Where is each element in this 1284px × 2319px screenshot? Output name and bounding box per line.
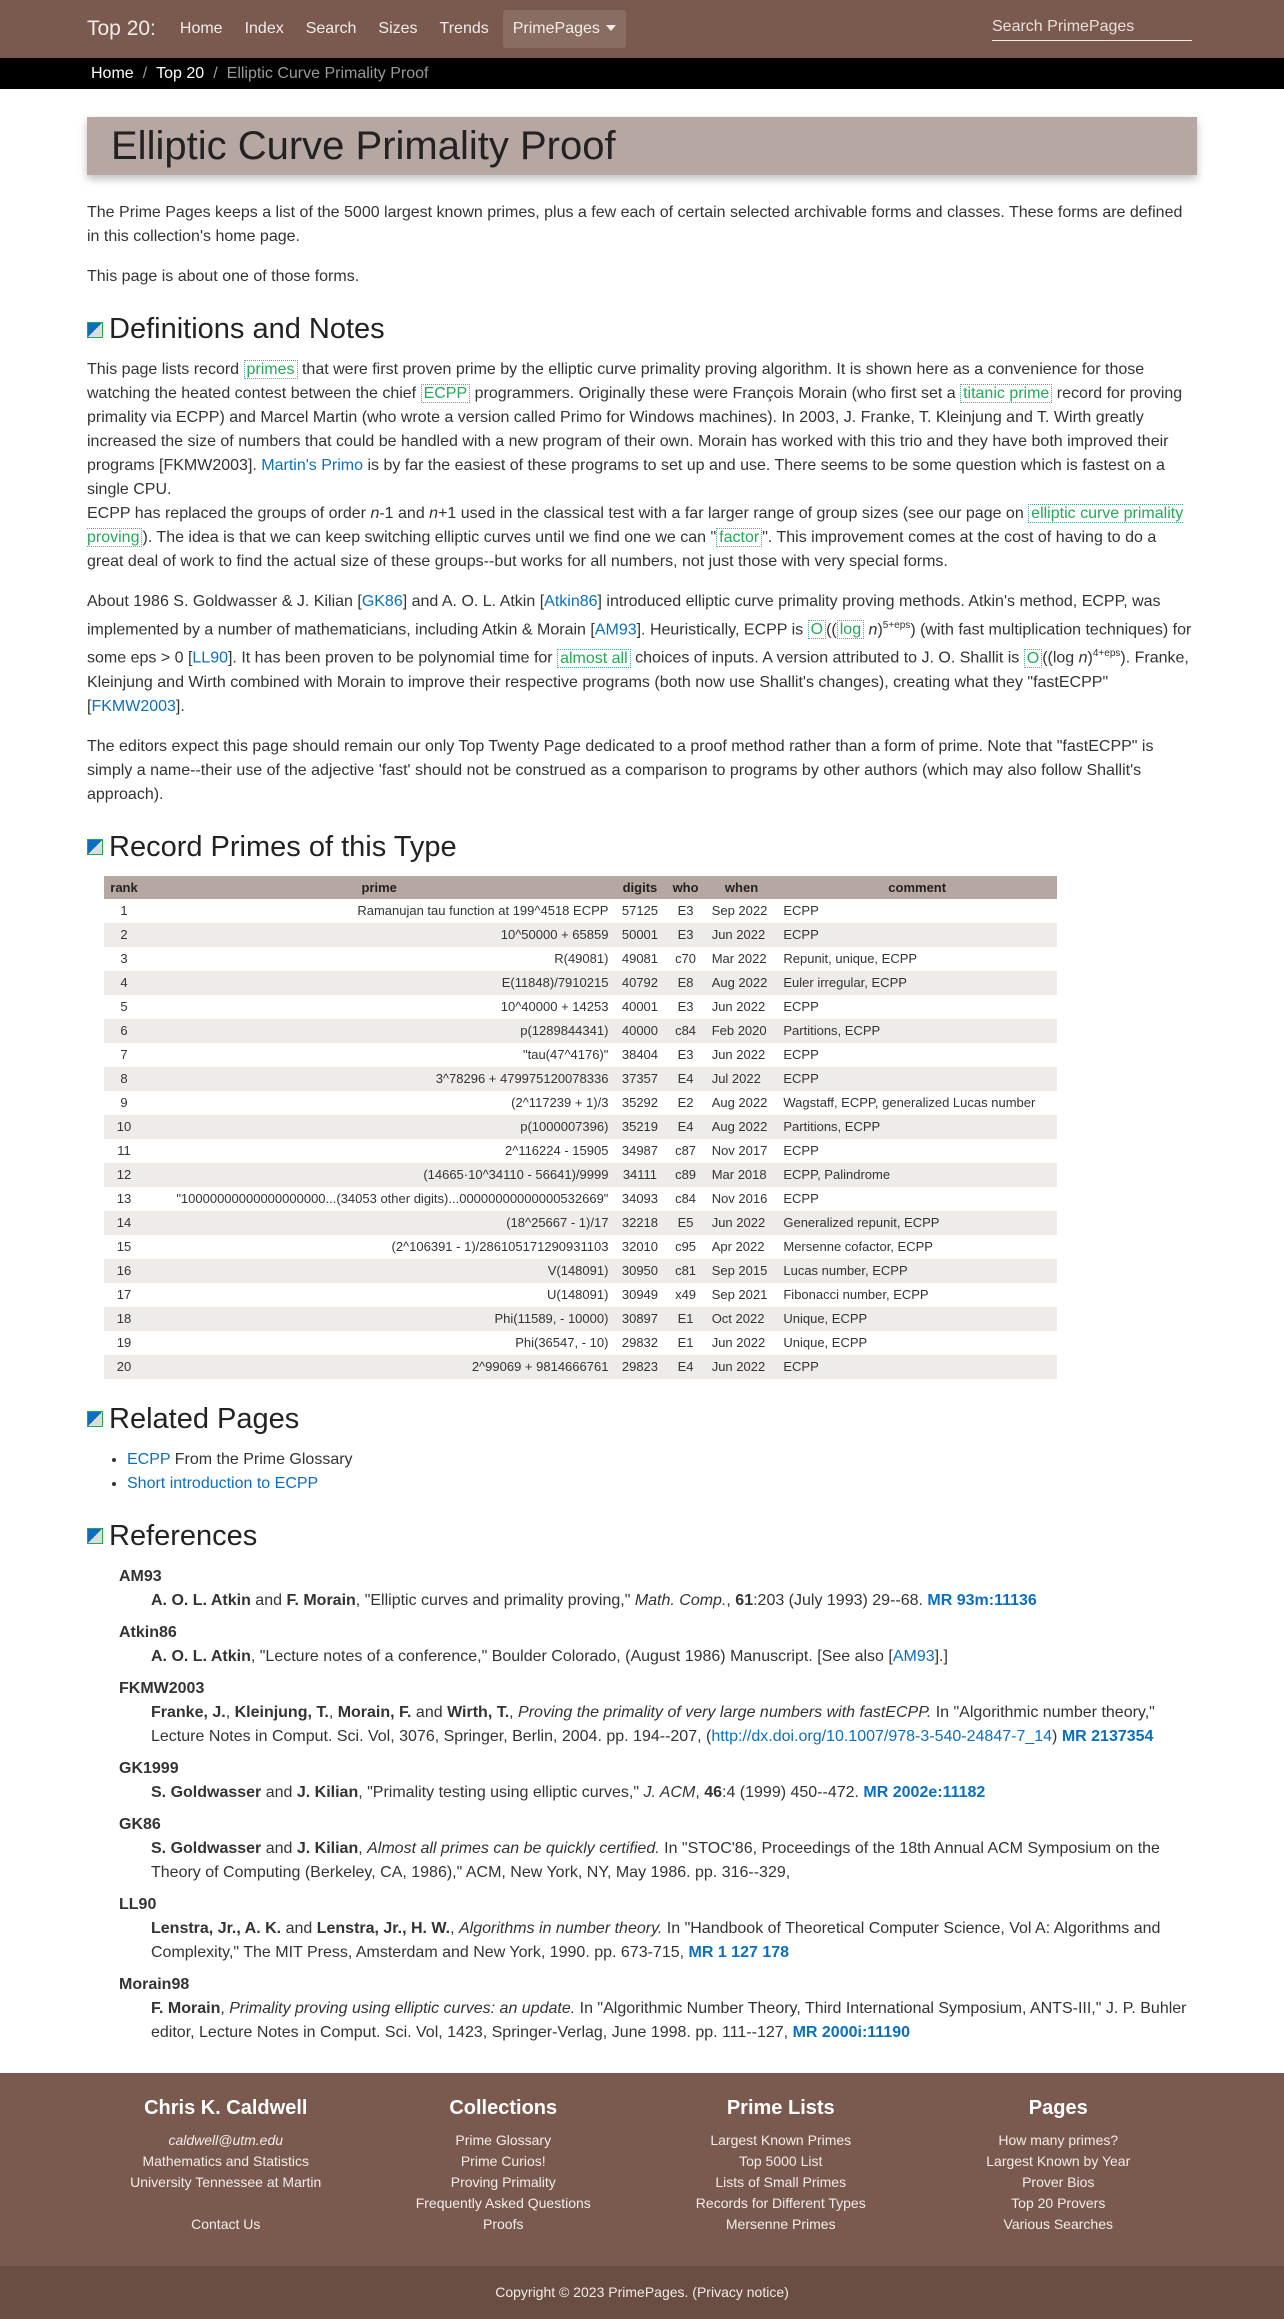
cell-rank: 2 [104, 923, 144, 947]
cell-comment: ECPP, Palindrome [777, 1163, 1057, 1187]
cell-rank: 5 [104, 995, 144, 1019]
cell-prime: Phi(11589, - 10000) [144, 1307, 614, 1331]
table-row [104, 947, 1057, 971]
cell-digits: 40001 [614, 995, 665, 1019]
ref-link[interactable]: FKMW2003 [91, 697, 176, 715]
col-header: digits [614, 876, 665, 899]
footer-link[interactable]: Prime Glossary [455, 2131, 552, 2148]
dropdown-label: PrimePages [512, 20, 600, 37]
ref-link[interactable]: AM93 [594, 621, 637, 639]
ref-key: GK1999 [119, 1759, 179, 1777]
cell-rank: 13 [104, 1187, 144, 1211]
cell-who: E4 [665, 1355, 705, 1379]
nav-sizes[interactable]: Sizes [378, 20, 418, 37]
footer-link[interactable]: Proving Primality [450, 2173, 556, 2190]
cell-rank: 3 [104, 947, 144, 971]
ref-link[interactable]: GK86 [361, 593, 403, 610]
col-header: when [706, 876, 778, 899]
related-list [87, 1448, 1197, 1496]
ref-link[interactable]: AM93 [892, 1647, 935, 1665]
ref-key: Atkin86 [119, 1623, 177, 1641]
page-title-box [87, 117, 1197, 175]
cell-when: Mar 2022 [706, 947, 778, 971]
cell-when: Oct 2022 [706, 1307, 778, 1331]
back-to-top-icon[interactable] [87, 839, 103, 855]
cell-who: E3 [665, 899, 705, 923]
cell-when: Nov 2016 [706, 1187, 778, 1211]
footer-link[interactable]: Top 20 Provers [1011, 2194, 1106, 2211]
cell-digits: 50001 [614, 923, 665, 947]
cell-prime: (14665·10^34110 - 56641)/9999 [144, 1163, 614, 1187]
cell-who: c84 [665, 1187, 705, 1211]
cell-comment: ECPP [777, 1043, 1057, 1067]
breadcrumb-separator: / [142, 64, 148, 82]
main-content [0, 117, 1284, 2045]
cell-digits: 35219 [614, 1115, 665, 1139]
cell-rank: 6 [104, 1019, 144, 1043]
cell-who: E2 [665, 1091, 705, 1115]
footer-link[interactable]: Various Searches [1003, 2215, 1113, 2232]
table-row [104, 1211, 1057, 1235]
footer-heading: Collections [449, 2096, 558, 2119]
section-related [87, 1403, 1197, 1436]
cell-who: c87 [665, 1139, 705, 1163]
table-row [104, 1307, 1057, 1331]
cell-rank: 18 [104, 1307, 144, 1331]
table-row [104, 1091, 1057, 1115]
cell-digits: 29832 [614, 1331, 665, 1355]
back-to-top-icon[interactable] [87, 322, 103, 338]
col-header: comment [777, 876, 1057, 899]
cell-prime: Phi(36547, - 10) [144, 1331, 614, 1355]
cell-comment: Partitions, ECPP [777, 1115, 1057, 1139]
table-row [104, 1259, 1057, 1283]
table-row [104, 1355, 1057, 1379]
cell-rank: 16 [104, 1259, 144, 1283]
ref-body: S. Goldwasser and J. Kilian, "Primality testing using elliptic curves," J. ACM, 46:4 (1999) 450--472. MR 2002e:11182 [151, 1783, 986, 1801]
cell-comment: ECPP [777, 995, 1057, 1019]
table-row [104, 971, 1057, 995]
definitions-paragraph-4: The editors expect this page should remain our only Top Twenty Page dedicated to a proof method rather than a form of prime. Note that "fastECPP" is simply a name--their use of the adjective 'fast' should not be construed as a comparison to programs by other authors (which may also follow Shallit's approach). [87, 737, 1154, 803]
cell-rank: 7 [104, 1043, 144, 1067]
cell-when: Sep 2021 [706, 1283, 778, 1307]
table-row [104, 1115, 1057, 1139]
cell-comment: ECPP [777, 923, 1057, 947]
references-list [87, 1565, 1197, 2045]
cell-prime: (18^25667 - 1)/17 [144, 1211, 614, 1235]
cell-who: E5 [665, 1211, 705, 1235]
cell-rank: 14 [104, 1211, 144, 1235]
page-title: Elliptic Curve Primality Proof [111, 123, 616, 168]
cell-who: E3 [665, 1043, 705, 1067]
ref-key: Morain98 [119, 1975, 190, 1993]
cell-digits: 34093 [614, 1187, 665, 1211]
cell-prime: "10000000000000000000...(34053 other digits)...00000000000000532669" [144, 1187, 614, 1211]
table-row [104, 1283, 1057, 1307]
table-header-row [104, 876, 1057, 899]
cell-when: Jun 2022 [706, 1331, 778, 1355]
definitions-paragraph-1: This page lists record primes that were first proven prime by the elliptic curve primality proving algorithm. It is shown here as a convenience for those watching the heated contest between the chief ECPP programmers. Originally these were François Morain (who first set a titanic prime record for proving primality via ECPP) and Marcel Martin (who wrote a version called Primo for Windows machines). In 2003, J. Franke, T. Kleinjung and T. Wirth greatly increased the size of numbers that could be handled with a new program of their own. Morain has worked with this trio and they have both improved their programs [FKMW2003]. Martin's Primo is by far the easiest of these programs to set up and use. There seems to be some question which is fastest on a single CPU. [87, 361, 1183, 498]
mr-link[interactable]: MR 1 127 178 [688, 1943, 790, 1961]
cell-when: Apr 2022 [706, 1235, 778, 1259]
glossary-link[interactable]: O [808, 620, 826, 639]
cell-comment: Partitions, ECPP [777, 1019, 1057, 1043]
footer-heading: Prime Lists [726, 2096, 835, 2119]
cell-prime: R(49081) [144, 947, 614, 971]
nav-home[interactable]: Home [179, 20, 223, 37]
cell-comment: ECPP [777, 899, 1057, 923]
cell-rank: 1 [104, 899, 144, 923]
cell-prime: U(148091) [144, 1283, 614, 1307]
table-row [104, 1139, 1057, 1163]
glossary-link[interactable]: elliptic curve primality proving [87, 505, 1184, 546]
cell-who: E4 [665, 1067, 705, 1091]
cell-when: Feb 2020 [706, 1019, 778, 1043]
breadcrumb-separator: / [213, 64, 218, 82]
table-row [104, 1019, 1057, 1043]
footer-col-primelists [642, 2097, 920, 2235]
col-header: rank [104, 876, 144, 899]
martins-primo-link[interactable]: Martin's Primo [261, 457, 364, 474]
cell-comment: Mersenne cofactor, ECPP [777, 1235, 1057, 1259]
section-records [87, 831, 1197, 864]
cell-rank: 11 [104, 1139, 144, 1163]
footer-link[interactable]: Top 5000 List [739, 2152, 823, 2169]
footer-link[interactable]: Prime Curios! [460, 2152, 546, 2169]
cell-rank: 8 [104, 1067, 144, 1091]
ref-body: F. Morain, Primality proving using elliptic curves: an update. In "Algorithmic Number Theory, Third International Symposium, ANTS-III," J. P. Buhler editor, Lecture Notes in Comput. Sci. Vol, 1423, Springer-Verlag, June 1998. pp. 111--127, MR 2000i:11190 [151, 1999, 1187, 2041]
cell-prime: (2^106391 - 1)/286105171290931103 [144, 1235, 614, 1259]
section-title: Definitions and Notes [109, 313, 385, 345]
ref-body: A. O. L. Atkin, "Lecture notes of a conference," Boulder Colorado, (August 1986) Manuscript. [See also [AM93].] [151, 1647, 948, 1665]
glossary-link[interactable]: log [837, 620, 864, 639]
cell-when: Mar 2018 [706, 1163, 778, 1187]
cell-who: x49 [665, 1283, 705, 1307]
cell-prime: 2^116224 - 15905 [144, 1139, 614, 1163]
cell-who: E8 [665, 971, 705, 995]
cell-when: Jun 2022 [706, 923, 778, 947]
cell-comment: ECPP [777, 1355, 1057, 1379]
ref-key: LL90 [119, 1895, 157, 1913]
mr-link[interactable]: MR 2000i:11190 [792, 2023, 910, 2041]
cell-comment: Euler irregular, ECPP [777, 971, 1057, 995]
cell-when: Jun 2022 [706, 1211, 778, 1235]
cell-who: E1 [665, 1331, 705, 1355]
cell-rank: 17 [104, 1283, 144, 1307]
cell-prime: 2^99069 + 9814666761 [144, 1355, 614, 1379]
cell-who: E4 [665, 1115, 705, 1139]
cell-when: Jun 2022 [706, 1355, 778, 1379]
cell-who: c89 [665, 1163, 705, 1187]
cell-digits: 30897 [614, 1307, 665, 1331]
table-row [104, 1043, 1057, 1067]
doi-link[interactable]: http://dx.doi.org/10.1007/978-3-540-24847-7_14 [711, 1727, 1053, 1745]
cell-prime: "tau(47^4176)" [144, 1043, 614, 1067]
cell-rank: 4 [104, 971, 144, 995]
nav-links [180, 10, 648, 48]
cell-when: Aug 2022 [706, 1115, 778, 1139]
cell-digits: 29823 [614, 1355, 665, 1379]
related-text: From the Prime Glossary [170, 1450, 353, 1468]
section-references [87, 1520, 1197, 1553]
cell-when: Sep 2022 [706, 899, 778, 923]
ref-link[interactable]: Atkin86 [544, 593, 598, 610]
ref-key: AM93 [119, 1567, 162, 1585]
footer-link[interactable]: How many primes? [998, 2131, 1119, 2148]
footer-item: University Tennessee at Martin [130, 2173, 322, 2190]
list-item [127, 1472, 1197, 1496]
cell-digits: 32010 [614, 1235, 665, 1259]
col-header: prime [144, 876, 614, 899]
cell-who: c70 [665, 947, 705, 971]
brand[interactable]: Top 20: [87, 17, 156, 40]
glossary-link[interactable]: factor [716, 528, 762, 547]
section-title: References [109, 1519, 258, 1552]
footer-link[interactable]: Mersenne Primes [725, 2215, 836, 2232]
mr-link[interactable]: MR 2002e:11182 [863, 1783, 986, 1801]
cell-prime: 10^40000 + 14253 [144, 995, 614, 1019]
cell-when: Jul 2022 [706, 1067, 778, 1091]
cell-prime: Ramanujan tau function at 199^4518 ECPP [144, 899, 614, 923]
ref-body: Lenstra, Jr., A. K. and Lenstra, Jr., H. W., Algorithms in number theory. In "Handbook of Theoretical Computer Science, Vol A: Algorithms and Complexity," The MIT Press, Amsterdam and New York, 1990. pp. 673-715, MR 1 127 178 [151, 1919, 1161, 1961]
footer-heading: Pages [1028, 2096, 1088, 2119]
footer-col-collections [365, 2097, 643, 2235]
cell-who: c81 [665, 1259, 705, 1283]
cell-comment: Wagstaff, ECPP, generalized Lucas number [777, 1091, 1057, 1115]
footer-link[interactable]: Lists of Small Primes [715, 2173, 847, 2190]
footer-item: Mathematics and Statistics [142, 2152, 309, 2169]
search-input[interactable] [992, 14, 1192, 41]
footer-link[interactable]: Records for Different Types [695, 2194, 866, 2211]
cell-digits: 40792 [614, 971, 665, 995]
cell-comment: ECPP [777, 1187, 1057, 1211]
mr-link[interactable]: MR 93m:11136 [927, 1591, 1037, 1609]
cell-digits: 32218 [614, 1211, 665, 1235]
cell-when: Jun 2022 [706, 995, 778, 1019]
footer-link[interactable]: Prover Bios [1022, 2173, 1095, 2190]
cell-rank: 9 [104, 1091, 144, 1115]
footer-link[interactable]: Frequently Asked Questions [415, 2194, 591, 2211]
records-table [104, 876, 1057, 1379]
table-row [104, 923, 1057, 947]
ref-body: S. Goldwasser and J. Kilian, Almost all primes can be quickly certified. In "STOC'86, Proceedings of the 18th Annual ACM Symposium on the Theory of Computing (Berkeley, CA, 1986)," ACM, New York, NY, May 1986. pp. 316--329, [151, 1839, 1160, 1881]
related-link-intro[interactable]: Short introduction to ECPP [127, 1474, 319, 1492]
footer-link[interactable]: Proofs [483, 2215, 524, 2232]
cell-prime: 10^50000 + 65859 [144, 923, 614, 947]
definitions-paragraph-3: About 1986 S. Goldwasser & J. Kilian [GK86] and A. O. L. Atkin [Atkin86] introduced elliptic curve primality proving methods. Atkin's method, ECPP, was implemented by a number of mathematicians, including Atkin & Morain [AM93]. Heuristically, ECPP is O (( log n)$^{5+eps}$) (with fast multiplication techniques) for some eps > 0 [LL90]. It has been proven to be polynomial time for almost all choices of inputs. A version attributed to J. O. Shallit is O ((log n)$^{4+eps}$). Franke, Kleinjung and Wirth combined with Morain to improve their respective programs (both now use Shallit's changes), creating what they "fastECPP" [FKMW2003]. [87, 593, 1192, 715]
footer-contact-link[interactable]: Contact Us [191, 2215, 261, 2232]
breadcrumb-current: Elliptic Curve Primality Proof [226, 64, 429, 82]
col-header: who [665, 876, 705, 899]
ref-body: A. O. L. Atkin and F. Morain, "Elliptic curves and primality proving," Math. Comp., 61:203 (July 1993) 29--68. MR 93m:11136 [151, 1591, 1037, 1609]
cell-when: Jun 2022 [706, 1043, 778, 1067]
cell-digits: 57125 [614, 899, 665, 923]
table-row [104, 995, 1057, 1019]
breadcrumb-top20[interactable]: Top 20 [156, 64, 205, 82]
breadcrumb [0, 58, 1284, 89]
footer-columns [0, 2073, 1284, 2235]
copyright-bar [0, 2266, 1284, 2319]
cell-digits: 35292 [614, 1091, 665, 1115]
cell-rank: 20 [104, 1355, 144, 1379]
navbar [0, 0, 1284, 58]
section-title: Related Pages [109, 1402, 300, 1435]
cell-comment: Repunit, unique, ECPP [777, 947, 1057, 971]
cell-rank: 15 [104, 1235, 144, 1259]
ref-body: Franke, J., Kleinjung, T., Morain, F. and Wirth, T., Proving the primality of very large numbers with fastECPP. In "Algorithmic number theory," Lecture Notes in Comput. Sci. Vol, 3076, Springer, Berlin, 2004. pp. 194--207, (http://dx.doi.org/10.1007/978-3-540-24847-7_14) MR 2137354 [151, 1703, 1155, 1745]
cell-digits: 30949 [614, 1283, 665, 1307]
cell-comment: Lucas number, ECPP [777, 1259, 1057, 1283]
back-to-top-icon[interactable] [87, 1528, 103, 1544]
list-item [127, 1448, 1197, 1472]
cell-when: Sep 2015 [706, 1259, 778, 1283]
nav-index[interactable]: Index [244, 20, 284, 37]
table-row [104, 1235, 1057, 1259]
table-row [104, 1067, 1057, 1091]
copyright-text: Copyright © 2023 PrimePages. (Privacy notice) [495, 2284, 789, 2301]
cell-digits: 34111 [614, 1163, 665, 1187]
glossary-link[interactable]: ECPP [421, 384, 471, 403]
definitions-paragraph-2: ECPP has replaced the groups of order n-1 and n+1 used in the classical test with a far larger range of group sizes (see our page on elliptic curve primality proving ). The idea is that we can keep switching elliptic curves until we find one we can " factor ". This improvement comes at the cost of having to do a great deal of work to find the actual size of these groups--but works for all numbers, not just those with very special forms. [87, 505, 1184, 570]
cell-comment: Unique, ECPP [777, 1307, 1057, 1331]
footer-col-pages [920, 2097, 1198, 2235]
footer-email[interactable]: caldwell@utm.edu [168, 2131, 284, 2148]
cell-digits: 37357 [614, 1067, 665, 1091]
cell-who: E3 [665, 995, 705, 1019]
cell-comment: Fibonacci number, ECPP [777, 1283, 1057, 1307]
cell-digits: 38404 [614, 1043, 665, 1067]
cell-rank: 10 [104, 1115, 144, 1139]
cell-prime: 3^78296 + 479975120078336 [144, 1067, 614, 1091]
cell-digits: 30950 [614, 1259, 665, 1283]
cell-digits: 34987 [614, 1139, 665, 1163]
breadcrumb-home[interactable]: Home [91, 64, 134, 82]
cell-rank: 12 [104, 1163, 144, 1187]
cell-prime: E(11848)/7910215 [144, 971, 614, 995]
related-link-ecpp[interactable]: ECPP [127, 1450, 171, 1468]
cell-when: Aug 2022 [706, 1091, 778, 1115]
cell-digits: 40000 [614, 1019, 665, 1043]
cell-comment: ECPP [777, 1067, 1057, 1091]
cell-rank: 19 [104, 1331, 144, 1355]
cell-who: c84 [665, 1019, 705, 1043]
glossary-link[interactable]: almost all [557, 649, 631, 668]
nav-trends[interactable]: Trends [439, 20, 489, 37]
table-row [104, 1187, 1057, 1211]
cell-who: E3 [665, 923, 705, 947]
cell-who: E1 [665, 1307, 705, 1331]
cell-prime: (2^117239 + 1)/3 [144, 1091, 614, 1115]
section-title: Record Primes of this Type [109, 830, 457, 863]
glossary-link[interactable]: titanic prime [960, 384, 1052, 403]
glossary-link[interactable]: O [1024, 649, 1042, 668]
table-row [104, 1331, 1057, 1355]
cell-digits: 49081 [614, 947, 665, 971]
mr-link[interactable]: MR 2137354 [1061, 1727, 1154, 1745]
ref-key: GK86 [119, 1815, 161, 1833]
nav-search[interactable]: Search [305, 20, 357, 37]
cell-who: c95 [665, 1235, 705, 1259]
footer-link[interactable]: Largest Known by Year [986, 2152, 1131, 2169]
primepages-dropdown[interactable] [503, 10, 626, 48]
cell-prime: V(148091) [144, 1259, 614, 1283]
footer-link[interactable]: Largest Known Primes [710, 2131, 852, 2148]
glossary-link[interactable]: primes [244, 360, 298, 379]
cell-prime: p(1289844341) [144, 1019, 614, 1043]
footer-spacer [87, 2193, 365, 2214]
table-row [104, 899, 1057, 923]
cell-comment: ECPP [777, 1139, 1057, 1163]
intro-paragraph-2: This page is about one of those forms. [87, 268, 360, 285]
ref-key: FKMW2003 [119, 1679, 205, 1697]
caret-down-icon [606, 25, 616, 31]
footer-col-author [87, 2097, 365, 2235]
footer-heading: Chris K. Caldwell [144, 2096, 308, 2119]
intro-paragraph: The Prime Pages keeps a list of the 5000 largest known primes, plus a few each of certain selected archivable forms and classes. These forms are defined in this collection's home page. [87, 204, 1183, 245]
section-definitions [87, 313, 1197, 346]
footer [0, 2073, 1284, 2266]
table-row [104, 1163, 1057, 1187]
cell-comment: Unique, ECPP [777, 1331, 1057, 1355]
cell-prime: p(1000007396) [144, 1115, 614, 1139]
cell-comment: Generalized repunit, ECPP [777, 1211, 1057, 1235]
cell-when: Nov 2017 [706, 1139, 778, 1163]
back-to-top-icon[interactable] [87, 1411, 103, 1427]
cell-when: Aug 2022 [706, 971, 778, 995]
ref-link[interactable]: LL90 [192, 649, 228, 667]
